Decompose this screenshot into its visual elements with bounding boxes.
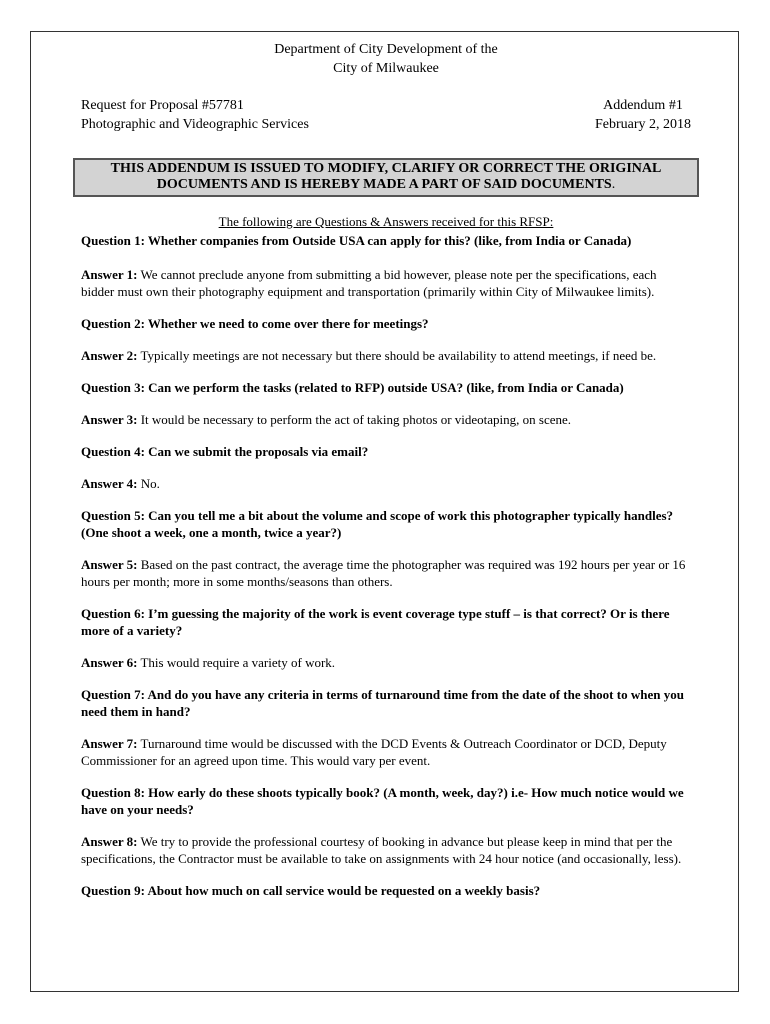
question-3: Question 3: Can we perform the tasks (related to RFP) outside USA? (like, from India or Canada)	[81, 380, 624, 395]
city-title: City of Milwaukee	[333, 61, 439, 76]
question-7: Question 7: And do you have any criteria in terms of turnaround time from the date of the shoot to when you need them in hand?	[81, 687, 684, 719]
answer-2-label: Answer 2:	[81, 348, 138, 363]
document-body	[81, 40, 691, 912]
answer-2	[81, 347, 691, 364]
rfp-right	[595, 96, 691, 134]
answer-3	[81, 411, 691, 428]
question-6: Question 6: I’m guessing the majority of the work is event coverage type stuff – is that correct? Or is there more of a variety?	[81, 606, 670, 638]
answer-4	[81, 475, 691, 492]
answer-1	[81, 266, 691, 300]
answer-1-text: We cannot preclude anyone from submitting a bid however, please note per the specifications, each bidder must own their photography equipment and transportation (primarily within City of Milwaukee limits).	[81, 267, 657, 299]
answer-5	[81, 556, 691, 590]
answer-8	[81, 833, 691, 867]
answer-6-label: Answer 6:	[81, 655, 138, 670]
banner-period: .	[611, 177, 616, 192]
addendum-date: February 2, 2018	[594, 117, 691, 132]
rfp-left	[81, 96, 309, 134]
question-5: Question 5: Can you tell me a bit about the volume and scope of work this photographer typically handles? (One shoot a week, one a month, twice a year?)	[81, 508, 674, 540]
answer-7-text: Turnaround time would be discussed with the DCD Events & Outreach Coordinator or DCD, Deputy Commissioner for an agreed upon time. This would vary per event.	[81, 736, 667, 768]
answer-5-text: Based on the past contract, the average time the photographer was required was 192 hours per year or 16 hours per month; more in some months/seasons than others.	[81, 557, 686, 589]
question-1: Question 1: Whether companies from Outside USA can apply for this? (like, from India or Canada)	[81, 233, 632, 248]
rfp-number: Request for Proposal #57781	[81, 98, 244, 113]
answer-5-label: Answer 5:	[81, 557, 138, 572]
answer-7-label: Answer 7:	[81, 736, 138, 751]
addendum-banner	[73, 158, 699, 197]
answer-4-text: No.	[137, 476, 160, 491]
answer-4-label: Answer 4:	[81, 476, 138, 491]
department-title: Department of City Development of the	[274, 42, 498, 57]
question-9: Question 9: About how much on call service would be requested on a weekly basis?	[81, 883, 541, 898]
banner-line-1: THIS ADDENDUM IS ISSUED TO MODIFY, CLARIFY OR CORRECT THE ORIGINAL	[110, 161, 662, 176]
qa-list	[81, 232, 691, 899]
answer-8-text: We try to provide the professional courtesy of booking in advance but please keep in mind that per the specifications, the Contractor must be available to take on assignments with 24 hour notice (and occasionally, less).	[81, 834, 682, 866]
qa-intro: The following are Questions & Answers received for this RFSP:	[218, 214, 554, 229]
answer-6-text: This would require a variety of work.	[137, 655, 336, 670]
answer-3-label: Answer 3:	[81, 412, 138, 427]
banner-line-2	[79, 177, 693, 193]
answer-2-text: Typically meetings are not necessary but there should be availability to attend meetings, if need be.	[137, 348, 657, 363]
question-8: Question 8: How early do these shoots typically book? (A month, week, day?) i.e- How much notice would we have on your needs?	[81, 785, 684, 817]
banner-line-2-text: DOCUMENTS AND IS HEREBY MADE A PART OF SAID DOCUMENTS	[156, 177, 612, 192]
answer-7	[81, 735, 691, 769]
answer-1-label: Answer 1:	[81, 267, 138, 282]
answer-3-text: It would be necessary to perform the act of taking photos or videotaping, on scene.	[137, 412, 572, 427]
question-2: Question 2: Whether we need to come over there for meetings?	[81, 316, 429, 331]
addendum-number: Addendum #1	[603, 98, 683, 113]
rfp-info	[81, 96, 691, 134]
question-4: Question 4: Can we submit the proposals via email?	[81, 444, 369, 459]
answer-8-label: Answer 8:	[81, 834, 138, 849]
rfp-title: Photographic and Videographic Services	[81, 117, 309, 132]
answer-6	[81, 654, 691, 671]
